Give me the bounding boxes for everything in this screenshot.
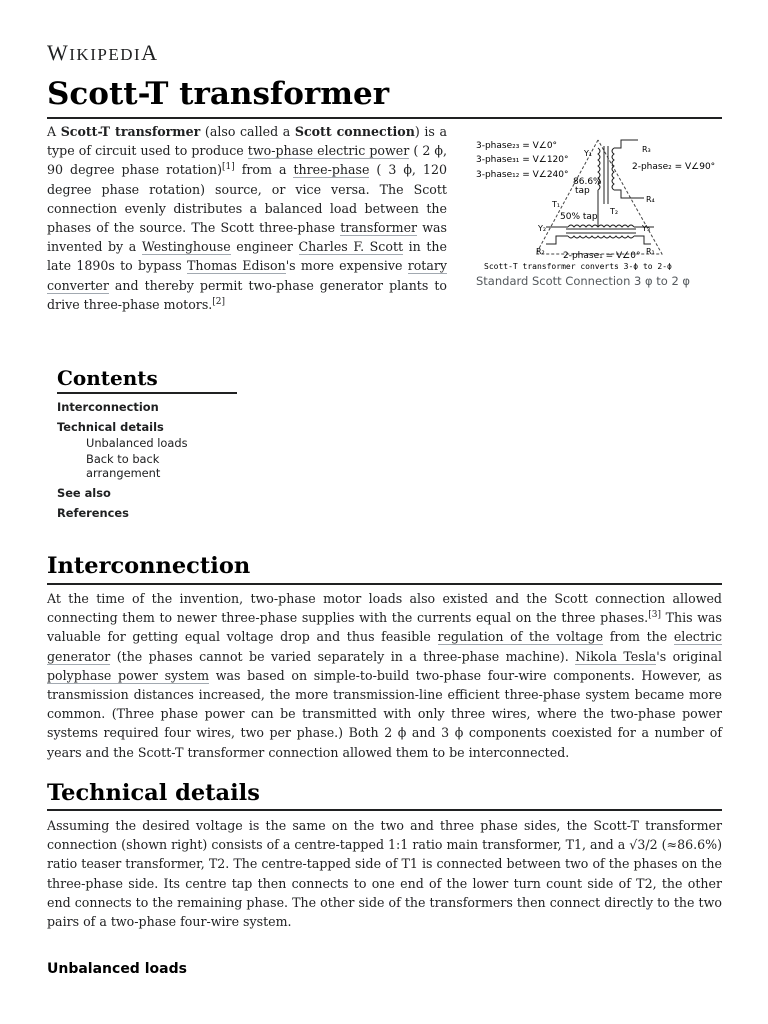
table-of-contents (57, 366, 237, 520)
toc-title: Contents (57, 366, 237, 394)
label-y1: Y₁ (584, 149, 593, 158)
toc-item-back-to-back[interactable]: Back to back arrangement (86, 452, 161, 480)
label-r4: R₄ (646, 195, 655, 204)
paragraph-technical-details: Assuming the desired voltage is the same on the two and three phase sides, the Scott-T transformer connection (shown right) consists of a centre-tapped 1:1 ratio main transformer, T1, and a √3/2 (≈86.6%) ratio teaser transformer, T2. The centre-tapped side of T1 is connected between two of the phases on the three-phase side. Its centre tap then connects to one end of the lower turn count side of T2, the other end connects to the remaining phase. The other side of the transformers then connect directly to the two pairs of a two-phase four-wire system. (47, 818, 722, 930)
wikipedia-wordmark[interactable]: WIKIPEDIA (47, 40, 159, 65)
label-2-phase-2: 2-phase₂ = V∠90° (632, 162, 716, 172)
link-thomas-edison[interactable]: Thomas Edison (186, 258, 286, 274)
link-two-phase-electric-power[interactable]: two-phase electric power (247, 143, 410, 159)
link-rotary-converter[interactable]: rotary converter (47, 258, 447, 293)
link-three-phase[interactable]: three-phase (293, 162, 370, 178)
toc-item-unbalanced-loads[interactable]: Unbalanced loads (86, 436, 188, 450)
label-y2: Y₂ (538, 224, 547, 233)
page-title: Scott-T transformer (47, 76, 390, 112)
heading-interconnection: Interconnection (47, 553, 251, 579)
label-y3: Y₃ (642, 224, 651, 233)
citation-1[interactable]: [1] (222, 162, 235, 173)
link-regulation-of-voltage[interactable]: regulation of the voltage (437, 629, 604, 645)
toc-item-technical-details[interactable]: Technical details (57, 420, 164, 434)
label-t1: T₁ (552, 200, 561, 209)
heading-technical-details: Technical details (47, 780, 260, 806)
title-divider (47, 117, 722, 119)
divider-technical-details (47, 809, 722, 811)
link-transformer[interactable]: transformer (340, 220, 418, 236)
link-westinghouse[interactable]: Westinghouse (141, 239, 231, 255)
label-86-pct: 86.6% (573, 177, 602, 187)
label-3-phase-23: 3-phase₂₃ = V∠0° (476, 141, 558, 151)
link-nikola-tesla[interactable]: Nikola Tesla (575, 648, 657, 664)
label-r1: R₁ (646, 247, 655, 256)
link-polyphase-power-system[interactable]: polyphase power system (47, 667, 210, 683)
label-r2: R₂ (536, 247, 545, 256)
toc-item-interconnection[interactable]: Interconnection (57, 400, 159, 414)
citation-3[interactable]: [3] (648, 610, 661, 621)
label-50-pct-tap: 50% tap (560, 212, 598, 222)
figure-caption: Standard Scott Connection 3 φ to 2 φ (476, 274, 691, 288)
label-2-phase-1: 2-phase₁ = V∠0° (563, 251, 641, 261)
scott-t-diagram[interactable] (476, 132, 722, 270)
lead-paragraph: A Scott-T transformer (also called a Scott connection) is a type of circuit used to produce two-phase electric power ( 2 ϕ, 90 degree phase rotation)[1] from a three-phase ( 3 ϕ, 120 degree phase rotation) source, or vice versa. The Scott connection evenly distributes a balanced load between the phases of the source. The Scott three-phase transformer was invented by a Westinghouse engineer Charles F. Scott in the late 1890s to bypass Thomas Edison's more expensive rotary converter and thereby permit two-phase generator plants to drive three-phase motors.[2] (47, 124, 447, 312)
link-electric-generator[interactable]: electric generator (47, 629, 722, 664)
toc-item-references[interactable]: References (57, 506, 129, 520)
citation-2[interactable]: [2] (212, 296, 226, 307)
paragraph-interconnection: At the time of the invention, two-phase motor loads also existed and the Scott connection allowed connecting them to newer three-phase supplies with the currents equal on the three phases.[3] This was valuable for getting equal voltage drop and thus feasible regulation of the voltage from the electric generator (the phases cannot be varied separately in a three-phase machine). Nikola Tesla's original polyphase power system was based on simple-to-build two-phase four-wire components. However, as transmission distances increased, the more transmission-line efficient three-phase system became more common. (Three phase power can be transmitted with only three wires, where the two-phase power systems required four wires, two per phase.) Both 2 ϕ and 3 ϕ components coexisted for a number of years and the Scott-T transformer connection allowed them to be interconnected. (47, 591, 722, 760)
label-3-phase-12: 3-phase₁₂ = V∠240° (476, 170, 569, 180)
divider-interconnection (47, 583, 722, 585)
link-charles-f-scott[interactable]: Charles F. Scott (298, 239, 404, 255)
label-r3: R₃ (642, 145, 651, 154)
label-3-phase-31: 3-phase₃₁ = V∠120° (476, 155, 569, 165)
scott-t-figure (476, 132, 722, 288)
toc-item-see-also[interactable]: See also (57, 486, 111, 500)
figure-note: Scott-T transformer converts 3-ϕ to 2-ϕ (484, 262, 672, 270)
heading-unbalanced-loads: Unbalanced loads (47, 961, 187, 977)
label-tap: tap (575, 186, 590, 196)
label-t2: T₂ (610, 207, 619, 216)
